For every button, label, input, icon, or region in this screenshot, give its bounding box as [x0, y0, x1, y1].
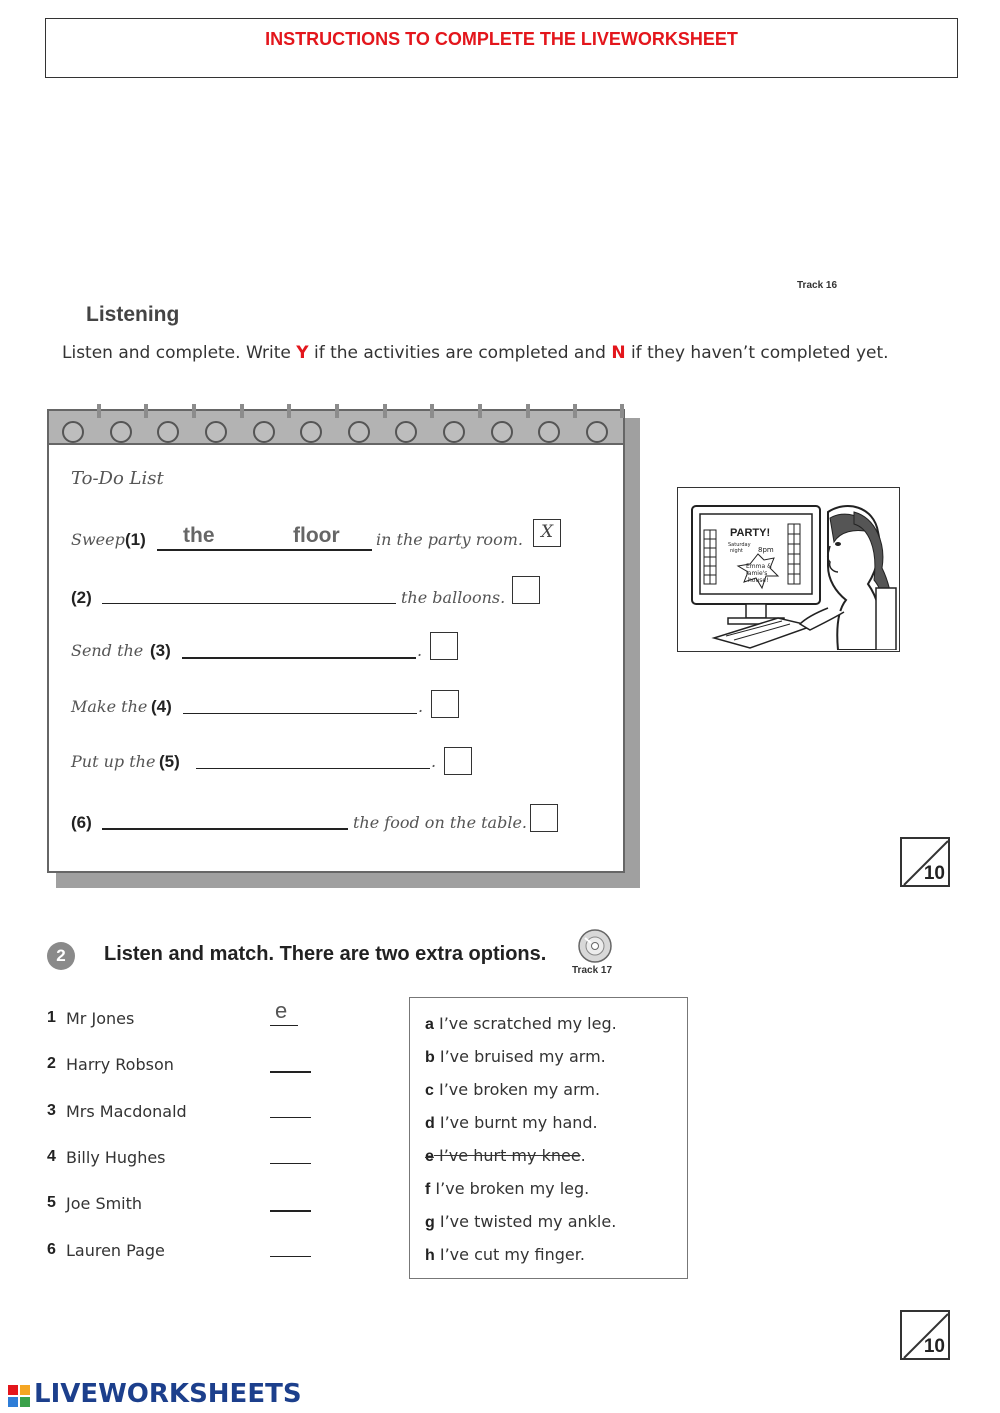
instructions-title: INSTRUCTIONS TO COMPLETE THE LIVEWORKSHEET — [265, 29, 738, 49]
instruction-text: if they haven’t completed yet. — [625, 343, 889, 363]
item5-check-box[interactable] — [444, 747, 472, 775]
item1-number: (1) — [125, 530, 146, 549]
n-letter: N — [611, 343, 626, 363]
section-title-listening: Listening — [86, 303, 180, 326]
person-number: 4 — [47, 1148, 56, 1165]
ring-tab — [620, 404, 624, 418]
ring-tab — [240, 404, 244, 418]
section2-number-badge: 2 — [47, 942, 75, 970]
item5-answer-line[interactable] — [196, 768, 430, 769]
score-total: 10 — [923, 863, 945, 884]
option-letter: g — [425, 1214, 435, 1231]
item6-number: (6) — [71, 813, 92, 832]
option-text: I’ve scratched my leg. — [439, 1014, 617, 1033]
item2-check-box[interactable] — [512, 576, 540, 604]
option-letter: b — [425, 1049, 435, 1066]
option-text: I’ve burnt my hand. — [439, 1113, 598, 1132]
option-g — [425, 1212, 616, 1232]
item3-check-box[interactable] — [430, 632, 458, 660]
ring-hole — [348, 421, 370, 443]
item5-pre: Put up the — [71, 752, 156, 771]
option-letter: h — [425, 1247, 435, 1264]
ring-hole — [157, 421, 179, 443]
item3-number: (3) — [150, 641, 171, 660]
ring-tab — [287, 404, 291, 418]
match-line-1 — [270, 1025, 298, 1026]
match-line-6[interactable] — [270, 1256, 311, 1257]
y-letter: Y — [296, 343, 309, 363]
instruction-text: Listen and complete. Write — [62, 343, 297, 363]
person-number: 2 — [47, 1055, 56, 1072]
ring-tab — [144, 404, 148, 418]
liveworksheets-logo[interactable]: LIVEWORKSHEETS — [34, 1379, 302, 1409]
ring-hole — [538, 421, 560, 443]
poster-line2: night — [730, 548, 743, 554]
ring-hole — [253, 421, 275, 443]
option-letter: f — [425, 1181, 431, 1198]
ring-hole — [205, 421, 227, 443]
poster-line4: Jamie's — [746, 570, 768, 577]
track-16-label: Track 16 — [797, 280, 838, 291]
item4-answer-line[interactable] — [183, 713, 417, 714]
option-text: I’ve cut my finger. — [439, 1245, 585, 1264]
item3-answer-line[interactable] — [182, 657, 416, 659]
ring-hole — [62, 421, 84, 443]
ring-hole — [491, 421, 513, 443]
poster-time: 8pm — [758, 546, 774, 554]
poster-line1: Saturday — [728, 542, 751, 548]
person-name: Mr Jones — [66, 1009, 135, 1028]
item1-pre: Sweep — [71, 530, 125, 549]
option-text: I’ve hurt my knee — [439, 1146, 581, 1165]
ring-tab — [192, 404, 196, 418]
match-answer-1[interactable]: e — [275, 998, 288, 1023]
liveworksheets-logo-icon — [8, 1385, 32, 1409]
person-name: Mrs Macdonald — [66, 1102, 187, 1121]
match-line-2[interactable] — [270, 1071, 311, 1073]
match-line-4[interactable] — [270, 1163, 311, 1164]
item1-post: in the party room. — [376, 530, 523, 549]
score-box-section1 — [900, 837, 950, 887]
option-text: I’ve broken my leg. — [435, 1179, 590, 1198]
item3-pre: Send the — [71, 641, 144, 660]
person-number: 3 — [47, 1102, 56, 1119]
option-text: I’ve bruised my arm. — [439, 1047, 606, 1066]
ring-tab — [383, 404, 387, 418]
ring-hole — [586, 421, 608, 443]
item5-number: (5) — [159, 752, 180, 771]
option-h — [425, 1245, 585, 1265]
person-number: 6 — [47, 1241, 56, 1258]
item5-post: . — [431, 752, 437, 771]
item1-answer-line — [157, 549, 372, 551]
track-17-label: Track 17 — [572, 965, 613, 976]
item2-answer-line[interactable] — [102, 603, 396, 604]
ring-hole — [300, 421, 322, 443]
cd-icon — [577, 929, 615, 965]
ring-tab — [335, 404, 339, 418]
match-line-5[interactable] — [270, 1210, 311, 1212]
option-letter: e — [425, 1148, 434, 1165]
poster-title: PARTY! — [730, 527, 771, 539]
party-computer-illustration — [677, 487, 900, 652]
item6-post: the food on the table. — [353, 813, 527, 832]
item4-check-box[interactable] — [431, 690, 459, 718]
options-box — [409, 997, 688, 1279]
option-letter: a — [425, 1016, 434, 1033]
option-letter: d — [425, 1115, 435, 1132]
section2-title: Listen and match. There are two extra options. — [104, 943, 547, 965]
item3-post: . — [417, 641, 423, 660]
person-number: 5 — [47, 1194, 56, 1211]
score-total: 10 — [923, 1336, 945, 1357]
item2-number: (2) — [71, 588, 92, 607]
ring-tab — [573, 404, 577, 418]
item2-post: the balloons. — [401, 588, 506, 607]
option-c — [425, 1080, 600, 1100]
poster-line5: house! — [748, 577, 769, 584]
girl-at-computer-image — [678, 488, 898, 650]
item1-check-box[interactable]: X — [533, 519, 561, 547]
ring-hole — [443, 421, 465, 443]
item6-check-box[interactable] — [530, 804, 558, 832]
todo-title: To-Do List — [71, 468, 164, 489]
option-text: I’ve broken my arm. — [439, 1080, 601, 1099]
score-box-section2 — [900, 1310, 950, 1360]
person-name: Harry Robson — [66, 1055, 174, 1074]
ring-tab — [526, 404, 530, 418]
item4-post: . — [418, 697, 424, 716]
ring-hole — [110, 421, 132, 443]
person-name: Lauren Page — [66, 1241, 165, 1260]
person-number: 1 — [47, 1009, 56, 1026]
option-suffix: . — [580, 1146, 586, 1165]
item4-number: (4) — [151, 697, 172, 716]
instructions-box — [45, 18, 958, 78]
ring-hole — [395, 421, 417, 443]
item4-pre: Make the — [71, 697, 148, 716]
option-f — [425, 1179, 589, 1199]
ring-tab — [430, 404, 434, 418]
section1-instruction — [62, 343, 889, 363]
option-e — [425, 1146, 586, 1166]
ring-tab — [97, 404, 101, 418]
person-name: Billy Hughes — [66, 1148, 166, 1167]
item6-answer-line[interactable] — [102, 828, 348, 830]
option-a — [425, 1014, 617, 1034]
person-name: Joe Smith — [66, 1194, 143, 1213]
ring-tab — [478, 404, 482, 418]
option-text: I’ve twisted my ankle. — [439, 1212, 617, 1231]
instruction-text: if the activities are completed and — [308, 343, 612, 363]
item1-answer-word1[interactable]: the — [183, 524, 215, 547]
option-d — [425, 1113, 598, 1133]
item1-answer-word2[interactable]: floor — [293, 524, 340, 547]
option-letter: c — [425, 1082, 434, 1099]
match-line-3[interactable] — [270, 1117, 311, 1118]
option-b — [425, 1047, 606, 1067]
poster-line3: Emma & — [746, 563, 772, 570]
